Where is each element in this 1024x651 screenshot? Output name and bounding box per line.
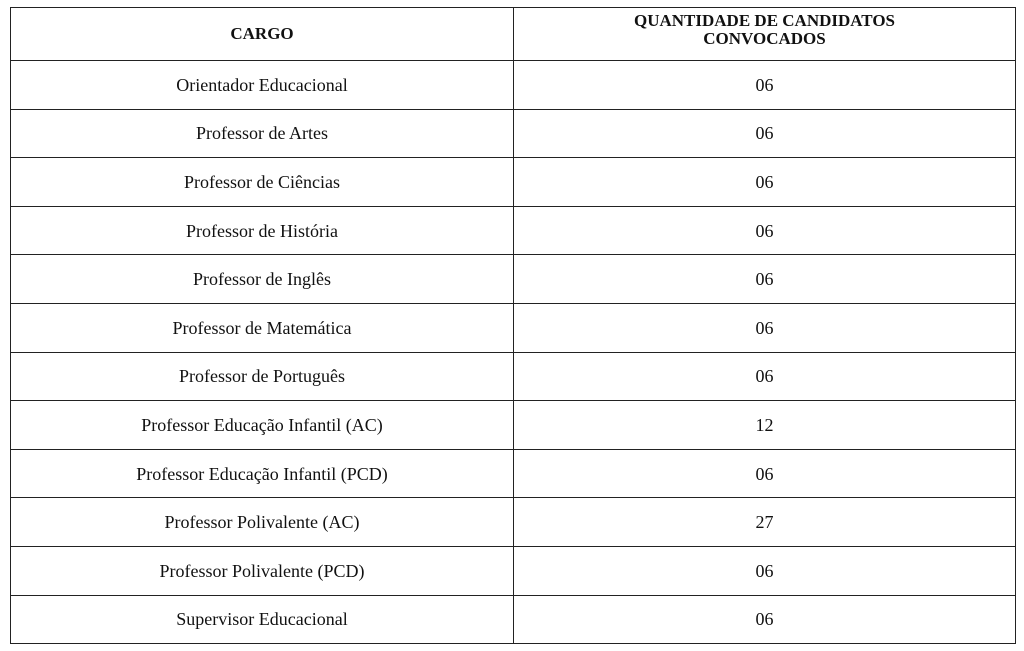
table-row xyxy=(11,255,1016,304)
header-row xyxy=(11,8,1016,61)
cargo-cell: Professor de História xyxy=(11,206,514,255)
cargo-cell: Supervisor Educacional xyxy=(11,595,514,644)
table-row xyxy=(11,158,1016,207)
cargo-cell: Professor Polivalente (AC) xyxy=(11,498,514,547)
quantidade-cell: 27 xyxy=(514,498,1016,547)
quantidade-cell: 12 xyxy=(514,401,1016,450)
cargo-cell: Professor de Português xyxy=(11,352,514,401)
table-row xyxy=(11,401,1016,450)
quantidade-cell: 06 xyxy=(514,303,1016,352)
table-header xyxy=(11,8,1016,61)
table-row xyxy=(11,449,1016,498)
cargo-cell: Professor de Matemática xyxy=(11,303,514,352)
cargo-cell: Professor Educação Infantil (AC) xyxy=(11,401,514,450)
header-cargo: CARGO xyxy=(11,8,514,61)
table-row xyxy=(11,109,1016,158)
table-row xyxy=(11,352,1016,401)
cargo-cell: Professor de Artes xyxy=(11,109,514,158)
header-quantidade-line1: QUANTIDADE DE CANDIDATOS xyxy=(633,11,896,30)
cargo-cell: Professor Educação Infantil (PCD) xyxy=(11,449,514,498)
cargo-cell: Professor de Ciências xyxy=(11,158,514,207)
quantidade-cell: 06 xyxy=(514,352,1016,401)
quantidade-cell: 06 xyxy=(514,546,1016,595)
table-row xyxy=(11,498,1016,547)
cargo-cell: Orientador Educacional xyxy=(11,61,514,110)
quantidade-cell: 06 xyxy=(514,595,1016,644)
quantidade-cell: 06 xyxy=(514,206,1016,255)
quantidade-cell: 06 xyxy=(514,449,1016,498)
quantidade-cell: 06 xyxy=(514,158,1016,207)
table-body xyxy=(11,61,1016,644)
cargo-cell: Professor de Inglês xyxy=(11,255,514,304)
quantidade-cell: 06 xyxy=(514,255,1016,304)
table-row xyxy=(11,303,1016,352)
header-quantidade-line2: CONVOCADOS xyxy=(703,29,826,48)
convocation-table xyxy=(10,7,1016,644)
table-row xyxy=(11,546,1016,595)
table-row xyxy=(11,595,1016,644)
table-row xyxy=(11,61,1016,110)
cargo-cell: Professor Polivalente (PCD) xyxy=(11,546,514,595)
quantidade-cell: 06 xyxy=(514,61,1016,110)
quantidade-cell: 06 xyxy=(514,109,1016,158)
header-quantidade xyxy=(514,8,1016,61)
table-row xyxy=(11,206,1016,255)
